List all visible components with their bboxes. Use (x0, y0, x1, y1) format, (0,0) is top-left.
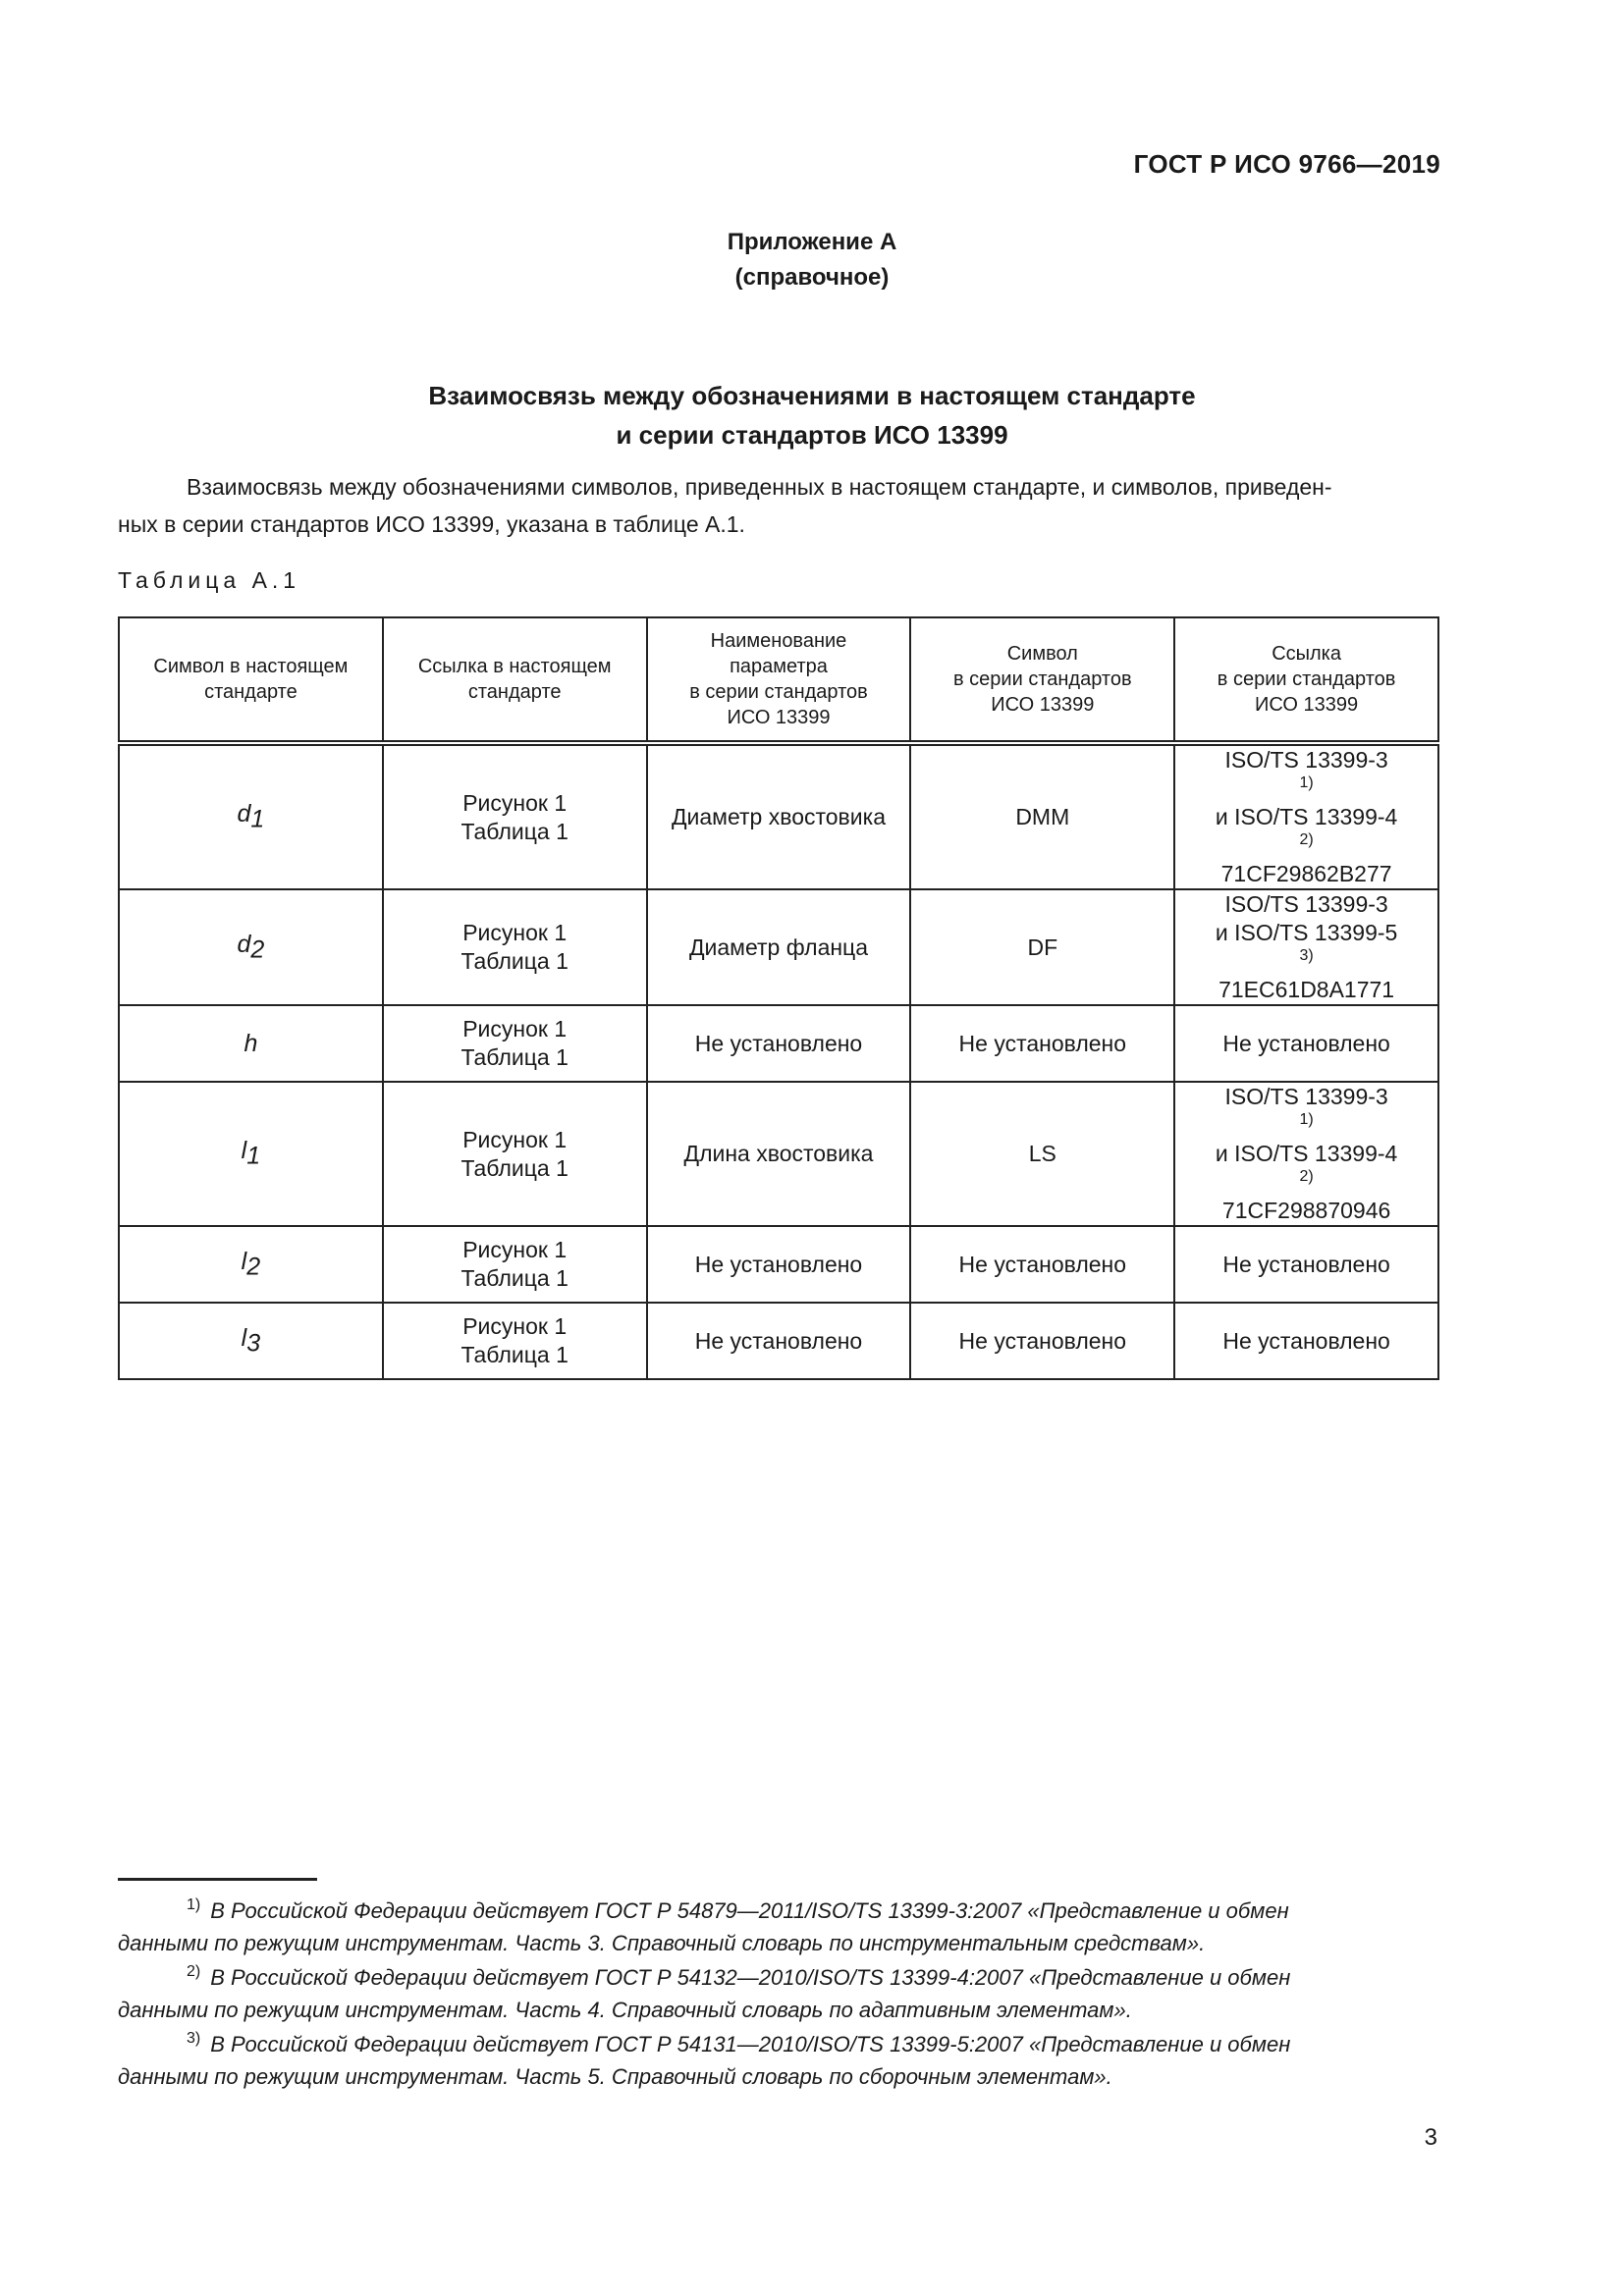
table-row (119, 1226, 1438, 1303)
reference-table: Таблица 1 (460, 1265, 568, 1291)
parameter-name-cell: Диаметр фланца (647, 889, 911, 1005)
footnote-2 (118, 1961, 1441, 2026)
footnote-line: данными по режущим инструментам. Часть 5. Справочный словарь по сборочным элементам». (118, 2064, 1112, 2089)
parameter-name-cell: Диаметр хвостовика (647, 743, 911, 889)
parameter-name-cell: Длина хвостовика (647, 1082, 911, 1226)
symbol-cell (119, 1082, 383, 1226)
iso-reference-id: 71EC61D8A1771 (1218, 977, 1395, 1002)
header-reference-iso (1174, 617, 1438, 743)
footnote-ref: 2) (1299, 1168, 1314, 1185)
footnote-line: данными по режущим инструментам. Часть 3. Справочный словарь по инструментальным средствам». (118, 1931, 1206, 1955)
header-text: Наименование (710, 630, 847, 652)
symbol-subscript: 1 (250, 805, 265, 833)
table-row (119, 889, 1438, 1005)
table-caption: Таблица А.1 (118, 567, 301, 593)
header-symbol-this-standard (119, 617, 383, 743)
parameter-name-cell: Не установлено (647, 1005, 911, 1082)
footnote-ref: 2) (1299, 831, 1314, 848)
footnote-3 (118, 2028, 1441, 2093)
iso-symbol-cell: Не установлено (910, 1226, 1174, 1303)
symbol: d (237, 800, 251, 828)
reference-figure: Рисунок 1 (462, 1016, 568, 1041)
reference-cell (383, 743, 647, 889)
header-text: Ссылка (1272, 643, 1341, 665)
iso-reference-line: и ISO/TS 13399-4 $^{2)}$ (1215, 1141, 1398, 1185)
header-reference-this-standard (383, 617, 647, 743)
header-parameter-name-iso (647, 617, 911, 743)
header-text: стандарте (204, 681, 298, 703)
table-header-row (119, 617, 1438, 743)
symbol-subscript: 2 (246, 1253, 261, 1281)
symbols-table (118, 616, 1439, 1380)
symbol-cell (119, 1226, 383, 1303)
appendix-label: Приложение А (727, 229, 897, 255)
symbol-cell (119, 1005, 383, 1082)
header-text: в серии стандартов (1217, 668, 1396, 690)
reference-figure: Рисунок 1 (462, 920, 568, 945)
appendix-type: (справочное) (734, 264, 890, 291)
reference-figure: Рисунок 1 (462, 1313, 568, 1339)
section-title-line-2: и серии стандартов ИСО 13399 (616, 420, 1008, 450)
intro-paragraph (118, 468, 1441, 543)
header-symbol-iso (910, 617, 1174, 743)
parameter-name-cell: Не установлено (647, 1226, 911, 1303)
footnote-marker: 2) (187, 1963, 201, 1980)
iso-reference-id: 71CF298870946 (1221, 1198, 1391, 1223)
reference-cell (383, 1082, 647, 1226)
intro-line-2: ных в серии стандартов ИСО 13399, указана в таблице А.1. (118, 511, 745, 537)
footnote-ref: 1) (1299, 774, 1314, 791)
iso-reference-line: ISO/TS 13399-3 $^{1)}$ (1224, 1084, 1388, 1128)
symbol-cell (119, 889, 383, 1005)
footnote-line: $^{1)}$ В Российской Федерации действует ГОСТ Р 54879—2011/ISO/TS 13399-3:2007 «Представление и обмен (187, 1896, 1289, 1923)
iso-reference-cell: Не установлено (1174, 1005, 1438, 1082)
iso-reference-line: ISO/TS 13399-3 $^{1)}$ (1224, 747, 1388, 791)
header-text: Ссылка в настоящем (417, 656, 612, 677)
iso-reference-cell (1174, 889, 1438, 1005)
iso-reference-cell (1174, 1082, 1438, 1226)
footnote-marker: 3) (187, 2030, 201, 2047)
symbol-subscript: 2 (250, 935, 265, 964)
reference-table: Таблица 1 (460, 818, 568, 844)
section-title-line-1: Взаимосвязь между обозначениями в настоящем стандарте (428, 381, 1196, 410)
table-row (119, 1082, 1438, 1226)
iso-symbol-cell: Не установлено (910, 1303, 1174, 1379)
table-row (119, 1005, 1438, 1082)
symbol-subscript: 3 (246, 1329, 261, 1358)
symbol: l (241, 1137, 247, 1165)
iso-symbol-cell: Не установлено (910, 1005, 1174, 1082)
footnote-ref: 1) (1299, 1111, 1314, 1128)
reference-table: Таблица 1 (460, 1154, 568, 1181)
header-text: ИСО 13399 (727, 707, 831, 728)
reference-table: Таблица 1 (460, 1044, 568, 1070)
footnote-marker: 1) (187, 1896, 201, 1913)
iso-reference-line: и ISO/TS 13399-5 $^{3)}$ (1215, 920, 1398, 964)
iso-reference-id: 71CF29862B277 (1220, 861, 1392, 886)
footnote-line: $^{3)}$ В Российской Федерации действует ГОСТ Р 54131—2010/ISO/TS 13399-5:2007 «Представление и обмен (187, 2030, 1291, 2056)
table-row (119, 743, 1438, 889)
iso-symbol-cell: LS (910, 1082, 1174, 1226)
section-title (0, 376, 1624, 454)
header-text: ИСО 13399 (1255, 694, 1359, 716)
footnote-1 (118, 1895, 1441, 1959)
header-text: Символ в настоящем (153, 656, 349, 677)
symbol: h (244, 1029, 258, 1057)
reference-cell (383, 1226, 647, 1303)
symbol-subscript: 1 (246, 1142, 261, 1170)
reference-cell (383, 1005, 647, 1082)
table-row (119, 1303, 1438, 1379)
header-text: в серии стандартов (952, 668, 1132, 690)
footnote-line: $^{2)}$ В Российской Федерации действует ГОСТ Р 54132—2010/ISO/TS 13399-4:2007 «Представление и обмен (187, 1963, 1291, 1990)
reference-table: Таблица 1 (460, 948, 568, 974)
footnotes (118, 1895, 1441, 2095)
iso-symbol-cell: DF (910, 889, 1174, 1005)
symbol-cell (119, 743, 383, 889)
iso-reference-cell: Не установлено (1174, 1303, 1438, 1379)
intro-line-1: Взаимосвязь между обозначениями символов, приведенных в настоящем стандарте, и символов, приведен- (187, 474, 1332, 500)
footnote-divider (118, 1878, 317, 1881)
iso-reference-line: и ISO/TS 13399-4 $^{2)}$ (1215, 804, 1398, 848)
symbol: l (241, 1323, 247, 1352)
header-text: ИСО 13399 (991, 694, 1095, 716)
reference-cell (383, 889, 647, 1005)
page-number: 3 (1424, 2124, 1437, 2151)
header-text: в серии стандартов (689, 681, 868, 703)
symbol: l (241, 1247, 247, 1275)
reference-table: Таблица 1 (460, 1342, 568, 1367)
appendix-heading (0, 225, 1624, 295)
header-text: параметра (730, 656, 828, 677)
header-text: стандарте (467, 681, 562, 703)
iso-reference-cell (1174, 743, 1438, 889)
footnote-ref: 3) (1299, 947, 1314, 964)
reference-figure: Рисунок 1 (462, 789, 568, 816)
iso-symbol-cell: DMM (910, 743, 1174, 889)
reference-cell (383, 1303, 647, 1379)
symbol-cell (119, 1303, 383, 1379)
footnote-line: данными по режущим инструментам. Часть 4. Справочный словарь по адаптивным элементам». (118, 1998, 1132, 2022)
header-text: Символ (1006, 643, 1078, 665)
parameter-name-cell: Не установлено (647, 1303, 911, 1379)
reference-figure: Рисунок 1 (462, 1237, 568, 1262)
reference-figure: Рисунок 1 (462, 1126, 568, 1152)
symbol: d (237, 930, 251, 958)
iso-reference-cell: Не установлено (1174, 1226, 1438, 1303)
iso-reference-line: ISO/TS 13399-3 (1224, 891, 1388, 917)
document-header: ГОСТ Р ИСО 9766—2019 (1133, 149, 1440, 179)
